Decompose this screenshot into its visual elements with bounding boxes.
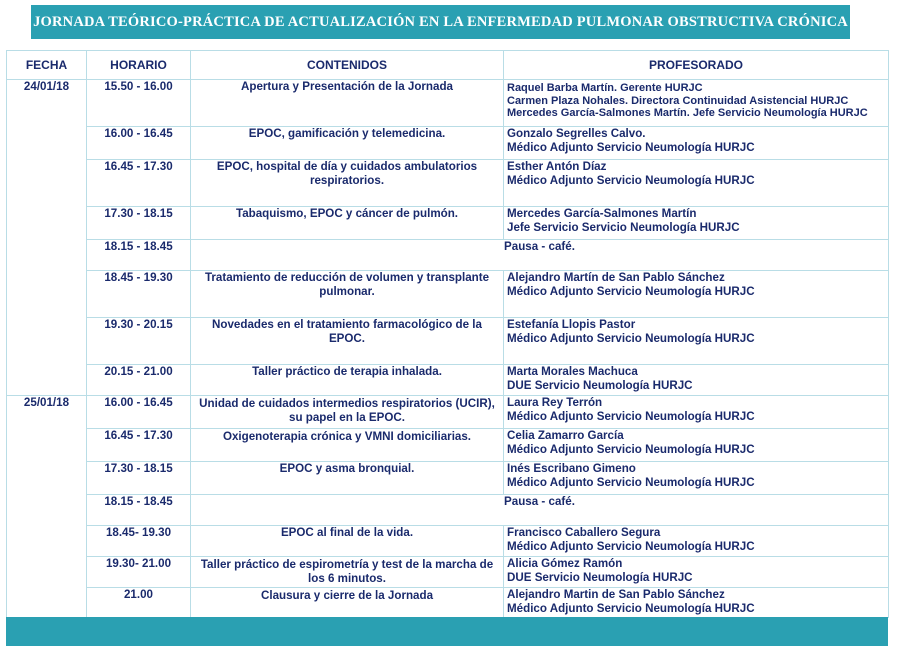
speaker-cell: [504, 127, 889, 160]
speaker-line: Inés Escribano Gimeno: [507, 462, 636, 475]
speaker-line: DUE Servicio Neumología HURJC: [507, 571, 693, 584]
content-cell: Clausura y cierre de la Jornada: [191, 588, 504, 618]
speaker-cell: [504, 365, 889, 396]
time-cell: 17.30 - 18.15: [87, 462, 191, 495]
date-cell: 24/01/18: [7, 80, 87, 396]
speaker-cell: [504, 207, 889, 240]
table-row: [7, 557, 889, 588]
time-cell: 16.00 - 16.45: [87, 396, 191, 429]
speaker-line: Médico Adjunto Servicio Neumología HURJC: [507, 540, 755, 553]
speaker-cell: [504, 318, 889, 365]
speaker-line: Jefe Servicio Servicio Neumología HURJC: [507, 221, 740, 234]
date-cell: 25/01/18: [7, 396, 87, 618]
content-cell: Tabaquismo, EPOC y cáncer de pulmón.: [191, 207, 504, 240]
speaker-line: Mercedes García-Salmones Martín: [507, 207, 697, 220]
speaker-cell: [504, 429, 889, 462]
speaker-line: Médico Adjunto Servicio Neumología HURJC: [507, 174, 755, 187]
time-cell: 18.45- 19.30: [87, 526, 191, 557]
time-cell: 16.00 - 16.45: [87, 127, 191, 160]
table-row: [7, 588, 889, 618]
time-cell: 16.45 - 17.30: [87, 160, 191, 207]
speaker-line: Médico Adjunto Servicio Neumología HURJC: [507, 410, 755, 423]
speaker-line: DUE Servicio Neumología HURJC: [507, 379, 693, 392]
speaker-cell: [504, 526, 889, 557]
content-cell: Apertura y Presentación de la Jornada: [191, 80, 504, 127]
content-cell: Taller práctico de terapia inhalada.: [191, 365, 504, 396]
table-row: [7, 495, 889, 526]
speaker-line: Celia Zamarro García: [507, 429, 624, 442]
time-cell: 19.30 - 20.15: [87, 318, 191, 365]
speaker-line: Alejandro Martín de San Pablo Sánchez: [507, 271, 725, 284]
table-row: [7, 271, 889, 318]
table-row: [7, 240, 889, 271]
time-cell: 18.15 - 18.45: [87, 240, 191, 271]
content-cell: Taller práctico de espirometría y test de la marcha de los 6 minutos.: [191, 557, 504, 588]
header-profesorado: PROFESORADO: [504, 51, 889, 80]
speaker-cell: [504, 396, 889, 429]
speaker-cell: [504, 462, 889, 495]
speaker-line: Estefanía Llopis Pastor: [507, 318, 636, 331]
speaker-line: Médico Adjunto Servicio Neumología HURJC: [507, 141, 755, 154]
speaker-line: Médico Adjunto Servicio Neumología HURJC: [507, 602, 755, 615]
table-row: [7, 396, 889, 429]
table-row: [7, 429, 889, 462]
time-cell: 16.45 - 17.30: [87, 429, 191, 462]
speaker-line: Médico Adjunto Servicio Neumología HURJC: [507, 476, 755, 489]
speaker-cell: [504, 271, 889, 318]
table-row: [7, 80, 889, 127]
speaker-cell: [504, 588, 889, 618]
header-row: [7, 51, 889, 80]
speaker-line: Esther Antón Díaz: [507, 160, 607, 173]
content-cell: EPOC y asma bronquial.: [191, 462, 504, 495]
schedule-table: [6, 50, 889, 618]
speaker-line: Médico Adjunto Servicio Neumología HURJC: [507, 285, 755, 298]
speaker-line: Mercedes García-Salmones Martín. Jefe Servicio Neumología HURJC: [507, 107, 868, 119]
table-row: [7, 526, 889, 557]
time-cell: 18.15 - 18.45: [87, 495, 191, 526]
content-cell: EPOC, hospital de día y cuidados ambulatorios respiratorios.: [191, 160, 504, 207]
page-title: JORNADA TEÓRICO-PRÁCTICA DE ACTUALIZACIÓN EN LA ENFERMEDAD PULMONAR OBSTRUCTIVA CRÓNICA: [31, 5, 850, 39]
time-cell: 19.30- 21.00: [87, 557, 191, 588]
content-cell: Oxigenoterapia crónica y VMNI domiciliarias.: [191, 429, 504, 462]
speaker-line: Alicia Gómez Ramón: [507, 557, 623, 570]
time-cell: 18.45 - 19.30: [87, 271, 191, 318]
break-cell: Pausa - café.: [191, 240, 889, 271]
break-cell: Pausa - café.: [191, 495, 889, 526]
speaker-line: Médico Adjunto Servicio Neumología HURJC: [507, 332, 755, 345]
speaker-cell: [504, 80, 889, 127]
speaker-line: Alejandro Martin de San Pablo Sánchez: [507, 588, 725, 601]
table-row: [7, 160, 889, 207]
speaker-line: Raquel Barba Martín. Gerente HURJC: [507, 82, 703, 94]
content-cell: Tratamiento de reducción de volumen y transplante pulmonar.: [191, 271, 504, 318]
header-horario: HORARIO: [87, 51, 191, 80]
table-row: [7, 462, 889, 495]
time-cell: 20.15 - 21.00: [87, 365, 191, 396]
time-cell: 15.50 - 16.00: [87, 80, 191, 127]
speaker-cell: [504, 160, 889, 207]
content-cell: EPOC al final de la vida.: [191, 526, 504, 557]
time-cell: 21.00: [87, 588, 191, 618]
table-row: [7, 318, 889, 365]
content-cell: EPOC, gamificación y telemedicina.: [191, 127, 504, 160]
speaker-line: Laura Rey Terrón: [507, 396, 603, 409]
speaker-line: Francisco Caballero Segura: [507, 526, 661, 539]
table-row: [7, 127, 889, 160]
header-contenidos: CONTENIDOS: [191, 51, 504, 80]
footer-bar: [6, 617, 888, 646]
content-cell: Unidad de cuidados intermedios respiratorios (UCIR), su papel en la EPOC.: [191, 396, 504, 429]
table-row: [7, 207, 889, 240]
table-row: [7, 365, 889, 396]
header-fecha: FECHA: [7, 51, 87, 80]
speaker-line: Médico Adjunto Servicio Neumología HURJC: [507, 443, 755, 456]
speaker-line: Carmen Plaza Nohales. Directora Continuidad Asistencial HURJC: [507, 94, 849, 107]
speaker-cell: [504, 557, 889, 588]
time-cell: 17.30 - 18.15: [87, 207, 191, 240]
content-cell: Novedades en el tratamiento farmacológico de la EPOC.: [191, 318, 504, 365]
speaker-line: Gonzalo Segrelles Calvo.: [507, 127, 646, 140]
speaker-line: Marta Morales Machuca: [507, 365, 638, 378]
